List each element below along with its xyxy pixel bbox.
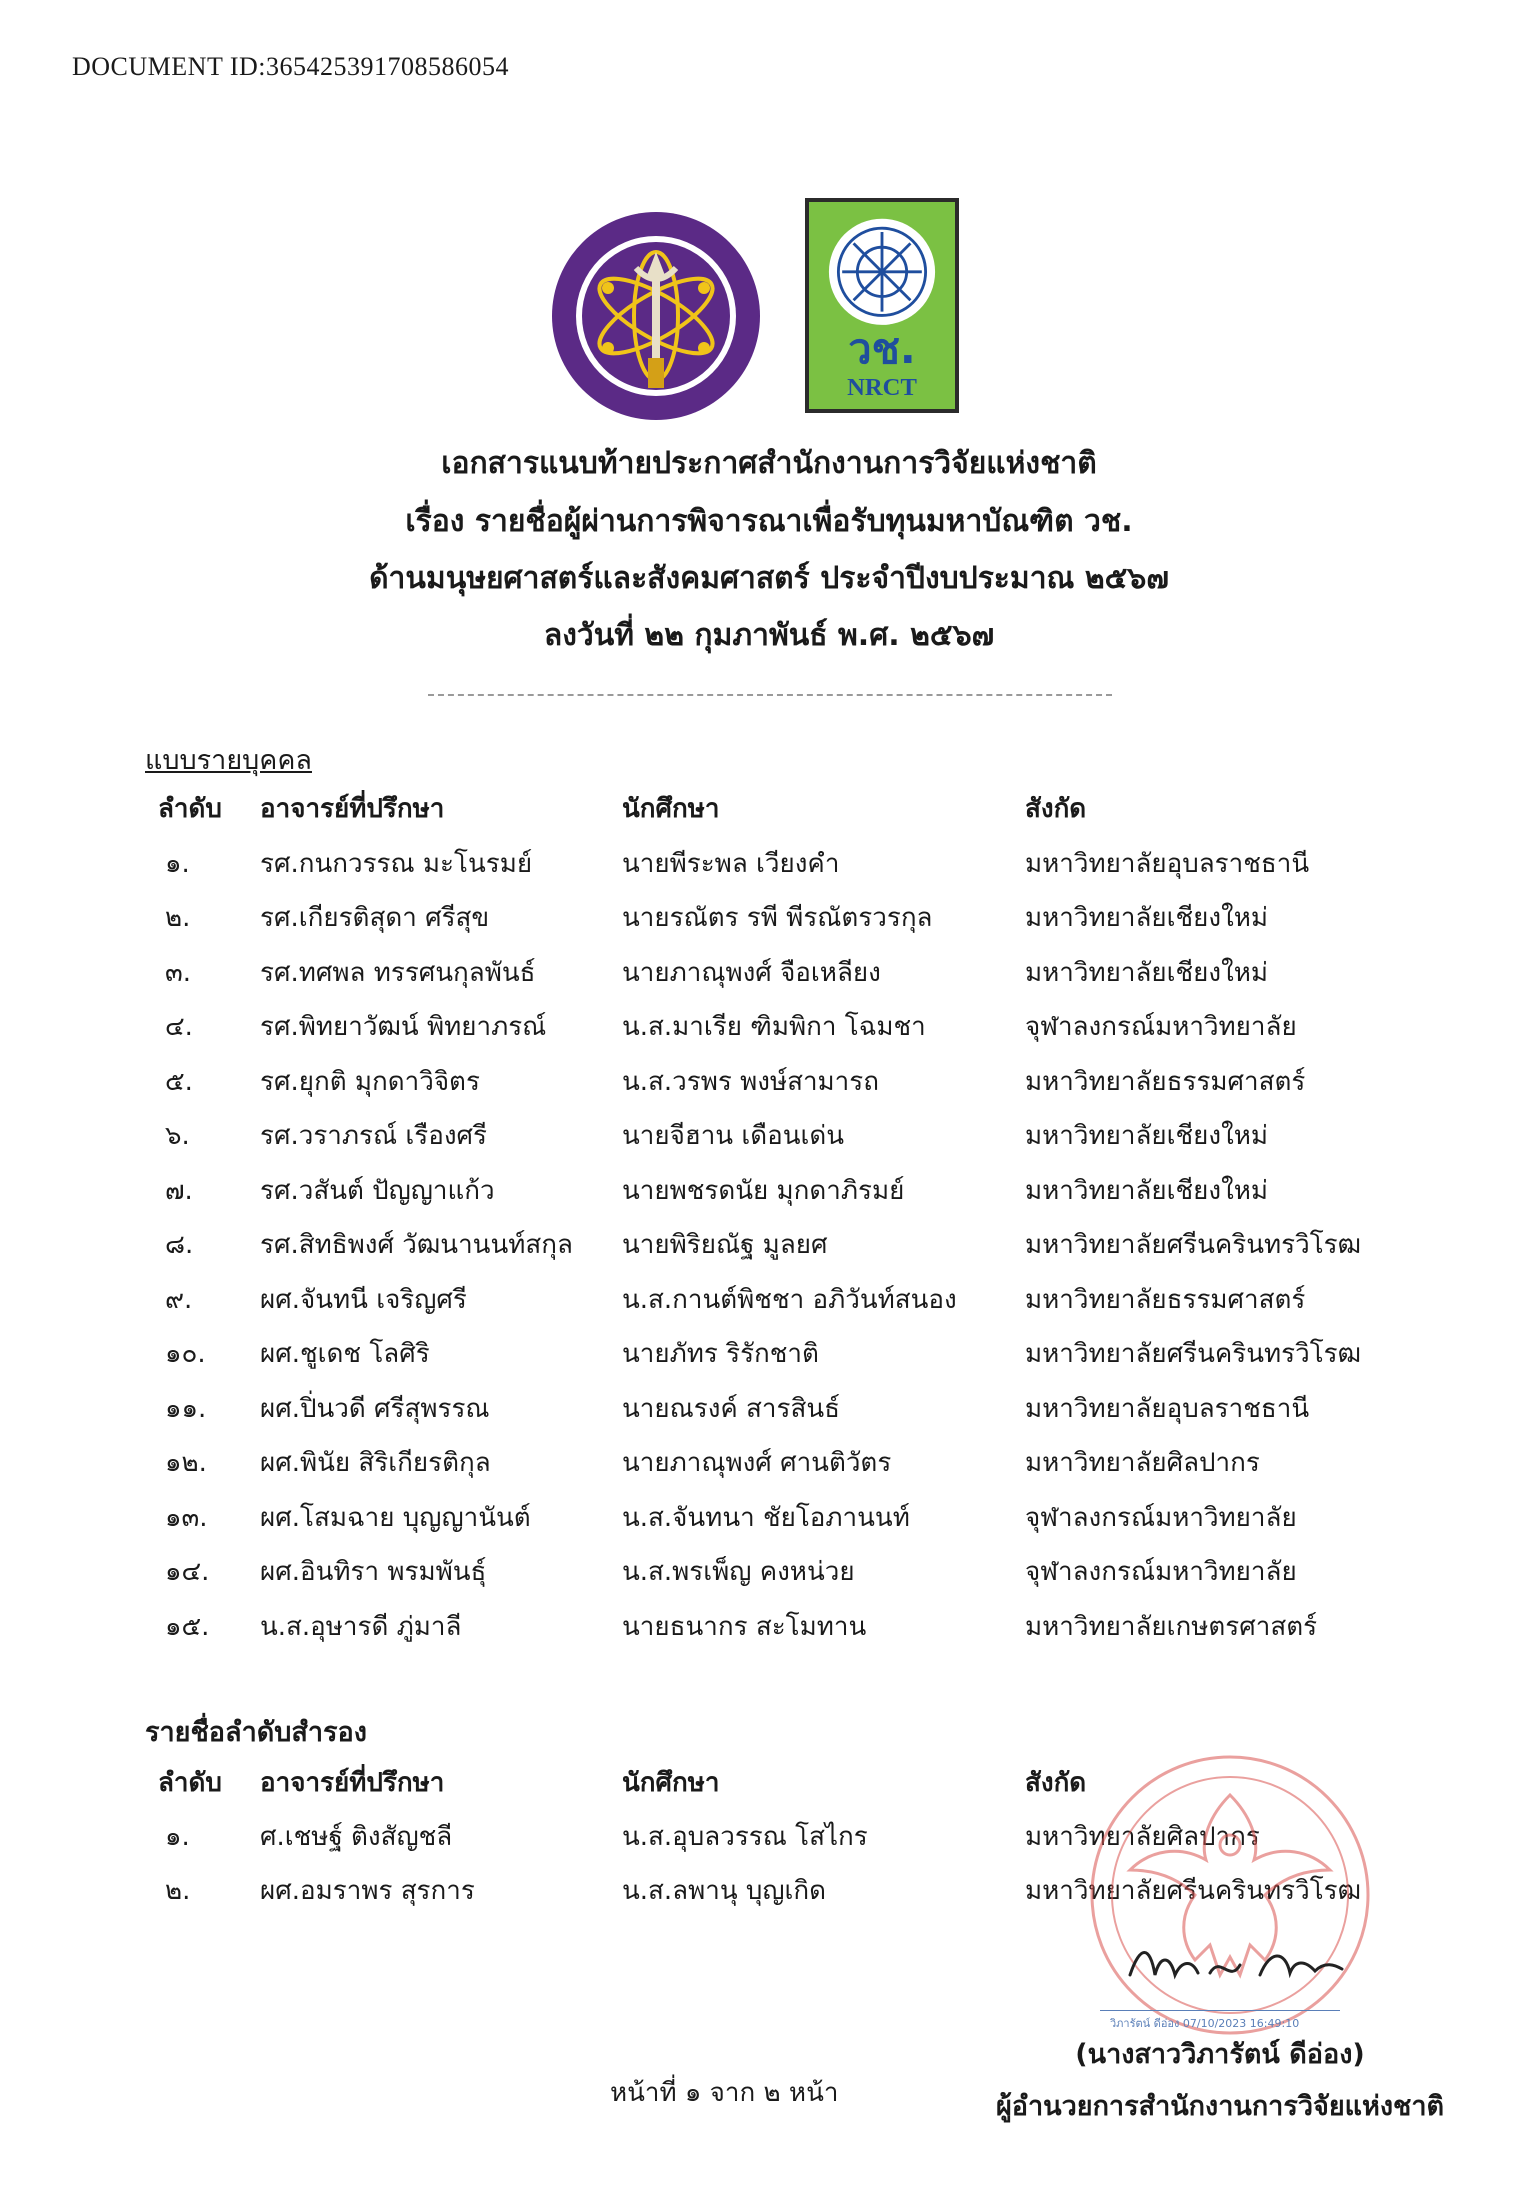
row-number: ๑๒. [165,1448,207,1478]
student-name: น.ส.อุบลวรรณ โสไกร [622,1822,868,1852]
row-number: ๖. [165,1121,190,1151]
document-id: DOCUMENT ID:365425391708586054 [72,52,510,81]
section-heading-reserve: รายชื่อลำดับสำรอง [145,1717,367,1748]
row-number: ๑๓. [165,1502,208,1533]
column-header: สังกัด [1025,794,1087,824]
nrct-thai-label: วช. [848,323,916,373]
affiliation: มหาวิทยาลัยธรรมศาสตร์ [1025,1066,1306,1097]
table-header-row [0,788,1538,828]
affiliation: มหาวิทยาลัยเชียงใหม่ [1025,1175,1269,1206]
table-row [0,843,1538,883]
affiliation: จุฬาลงกรณ์มหาวิทยาลัย [1025,1502,1297,1533]
advisor-name: รศ.กนกวรรณ มะโนรมย์ [260,848,533,879]
student-name: นายณรงค์ สารสินธ์ [622,1393,840,1424]
column-header: นักศึกษา [622,794,720,824]
row-number: ๑๑. [165,1393,207,1424]
table-row [0,1497,1538,1537]
affiliation: มหาวิทยาลัยศิลปากร [1025,1822,1260,1852]
affiliation: มหาวิทยาลัยเกษตรศาสตร์ [1025,1611,1318,1642]
student-name: นายรณัตร รพี พีรณัตรวรกุล [622,903,933,933]
column-header: ลำดับ [158,1768,222,1798]
affiliation: มหาวิทยาลัยอุบลราชธานี [1025,1393,1310,1424]
advisor-name: รศ.ทศพล ทรรศนกุลพันธ์ [260,957,536,988]
signature-handwritten [1120,1935,1350,1995]
advisor-name: ผศ.พินัย สิริเกียรติกุล [260,1448,491,1478]
column-header: อาจารย์ที่ปรึกษา [260,1768,445,1798]
student-name: น.ส.มาเรีย ฑิมพิกา โฉมชา [622,1012,926,1042]
row-number: ๑๔. [165,1557,210,1587]
row-number: ๕. [165,1066,193,1097]
row-number: ๑๕. [165,1611,210,1642]
table-row [0,1279,1538,1319]
table-row [0,1006,1538,1046]
nrct-logo-icon [805,198,959,413]
page-number: หน้าที่ ๑ จาก ๒ หน้า [610,2078,839,2108]
table-row [0,1606,1538,1646]
advisor-name: ผศ.จันทนี เจริญศรี [260,1284,467,1315]
student-name: นายพิริยณัฐ มูลยศ [622,1230,828,1260]
column-header: สังกัด [1025,1768,1087,1798]
student-name: นายพีระพล เวียงคำ [622,848,840,879]
advisor-name: ผศ.ชูเดช โลศิริ [260,1339,430,1369]
affiliation: มหาวิทยาลัยธรรมศาสตร์ [1025,1284,1306,1315]
affiliation: จุฬาลงกรณ์มหาวิทยาลัย [1025,1012,1297,1042]
row-number: ๙. [165,1284,193,1315]
student-name: น.ส.กานต์พิชชา อภิวันท์สนอง [622,1284,957,1315]
advisor-name: ศ.เชษฐ์ ติงสัญชลี [260,1822,453,1852]
table-row [0,1551,1538,1591]
advisor-name: ผศ.อินทิรา พรมพันธุ์ [260,1557,487,1587]
row-number: ๓. [165,957,192,988]
row-number: ๒. [165,1876,191,1906]
student-name: นายจีฮาน เดือนเด่น [622,1121,845,1151]
row-number: ๑. [165,848,190,879]
column-header: อาจารย์ที่ปรึกษา [260,794,445,824]
title-line-1: เอกสารแนบท้ายประกาศสำนักงานการวิจัยแห่งชาติ [441,446,1097,481]
advisor-name: รศ.ยุกติ มุกดาวิจิตร [260,1066,480,1097]
student-name: น.ส.พรเพ็ญ คงหน่วย [622,1557,855,1587]
affiliation: มหาวิทยาลัยศรีนครินทรวิโรฒ [1025,1230,1362,1260]
advisor-name: รศ.วสันต์ ปัญญาแก้ว [260,1175,495,1206]
advisor-name: น.ส.อุษารดี ภู่มาลี [260,1611,462,1642]
advisor-name: รศ.สิทธิพงศ์ วัฒนานนท์สกุล [260,1230,573,1260]
student-name: นายภาณุพงศ์ ศานติวัตร [622,1448,892,1478]
advisor-name: รศ.เกียรติสุดา ศรีสุข [260,903,490,933]
ministry-emblem-icon [548,208,764,424]
table-row [0,1061,1538,1101]
advisor-name: รศ.วราภรณ์ เรืองศรี [260,1121,488,1151]
student-name: น.ส.วรพร พงษ์สามารถ [622,1066,879,1097]
row-number: ๒. [165,903,191,933]
table-row [0,897,1538,937]
affiliation: มหาวิทยาลัยศรีนครินทรวิโรฒ [1025,1876,1362,1906]
row-number: ๑๐. [165,1339,206,1369]
affiliation: จุฬาลงกรณ์มหาวิทยาลัย [1025,1557,1297,1587]
row-number: ๗. [165,1175,193,1206]
advisor-name: ผศ.ปิ่นวดี ศรีสุพรรณ [260,1393,490,1424]
table-row [0,1388,1538,1428]
advisor-name: รศ.พิทยาวัฒน์ พิทยาภรณ์ [260,1012,547,1042]
affiliation: มหาวิทยาลัยเชียงใหม่ [1025,1121,1269,1151]
student-name: น.ส.ลพานุ บุญเกิด [622,1876,827,1906]
table-row [0,952,1538,992]
row-number: ๔. [165,1012,193,1042]
divider [428,694,1112,696]
student-name: นายภัทร ริรักชาติ [622,1339,819,1369]
affiliation: มหาวิทยาลัยเชียงใหม่ [1025,957,1269,988]
advisor-name: ผศ.โสมฉาย บุญญานันต์ [260,1502,531,1533]
column-header: นักศึกษา [622,1768,720,1798]
advisor-name: ผศ.อมราพร สุรการ [260,1876,475,1906]
signature-line [1100,2010,1340,2011]
section-heading-individual: แบบรายบุคคล [145,745,312,776]
affiliation: มหาวิทยาลัยศิลปากร [1025,1448,1260,1478]
signer-position: ผู้อำนวยการสำนักงานการวิจัยแห่งชาติ [995,2091,1445,2122]
affiliation: มหาวิทยาลัยเชียงใหม่ [1025,903,1269,933]
table-row [0,1442,1538,1482]
table-row [0,1115,1538,1155]
student-name: น.ส.จันทนา ชัยโอภานนท์ [622,1502,910,1533]
student-name: นายธนากร สะโมทาน [622,1611,867,1642]
signer-name: (นางสาววิภารัตน์ ดีอ่อง) [1075,2039,1365,2070]
table-row [0,1170,1538,1210]
title-line-4: ลงวันที่ ๒๒ กุมภาพันธ์ พ.ศ. ๒๕๖๗ [543,618,995,653]
student-name: นายภาณุพงศ์ จือเหลียง [622,957,881,988]
table-row [0,1224,1538,1264]
affiliation: มหาวิทยาลัยอุบลราชธานี [1025,848,1310,879]
title-line-3: ด้านมนุษยศาสตร์และสังคมศาสตร์ ประจำปีงบประมาณ ๒๕๖๗ [369,561,1169,596]
row-number: ๘. [165,1230,194,1260]
garuda-seal-icon [1070,1745,1390,2045]
student-name: นายพชรดนัย มุกดาภิรมย์ [622,1175,905,1206]
row-number: ๑. [165,1822,190,1852]
header-logos [0,198,1538,428]
affiliation: มหาวิทยาลัยศรีนครินทรวิโรฒ [1025,1339,1362,1369]
nrct-latin-label: NRCT [847,374,917,402]
signature-stamp: วิภารัตน์ ดีอ่อง 07/10/2023 16:49:10 [1110,2017,1300,2030]
title-line-2: เรื่อง รายชื่อผู้ผ่านการพิจารณาเพื่อรับทุนมหาบัณฑิต วช. [405,504,1133,539]
column-header: ลำดับ [158,794,222,824]
table-row [0,1333,1538,1373]
